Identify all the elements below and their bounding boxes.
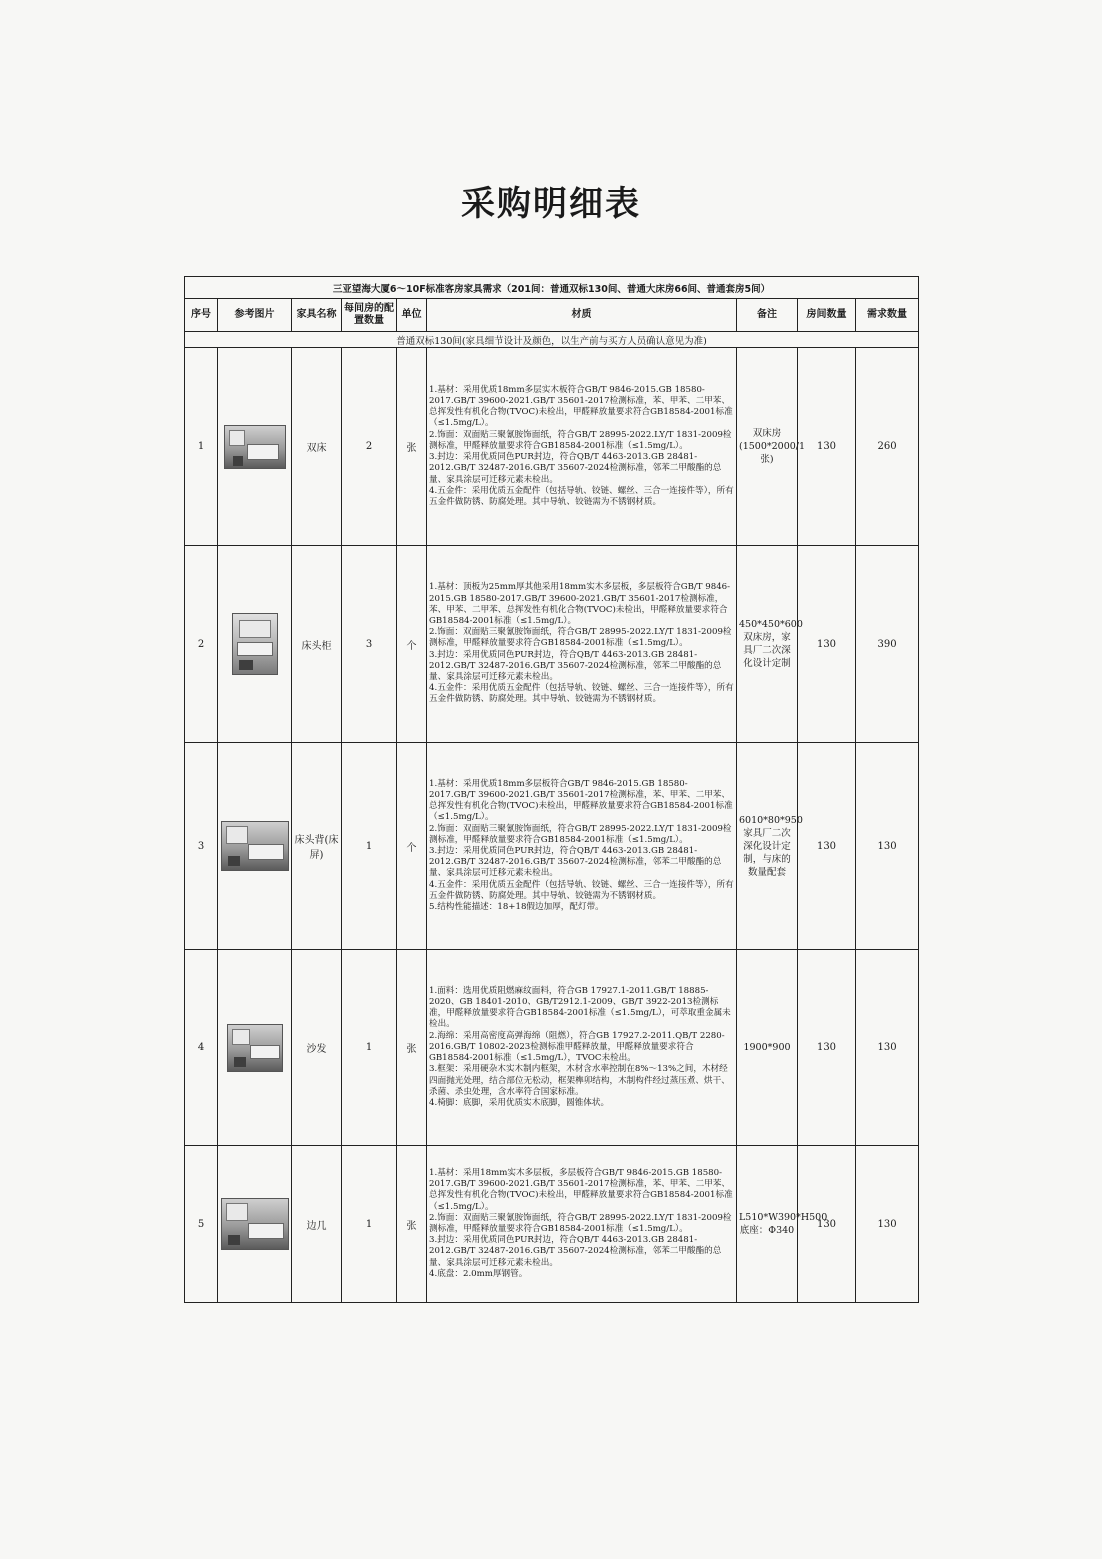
material-line: 3.封边：采用优质同色PUR封边，符合QB/T 4463-2013.GB 28481-2012.GB/T 32487-2016.GB/T 35607-2024检测标准，邻苯二甲酸酯的总量、家具涂层可迁移元素未检出。 [429,452,722,485]
header-demand: 需求数量 [856,299,919,332]
material-line: 4.五金件：采用优质五金配件（包括导轨、铰链、螺丝、三合一连接件等），所有五金件做防锈、防腐处理。其中导轨、铰链需为不锈钢材质。 [429,879,734,901]
sofa-photo-icon [227,1024,283,1072]
header-remark: 备注 [737,299,798,332]
material-line: 2.海绵：采用高密度高弹海绵（阻燃），符合GB 17927.2-2011.QB/T 2280-2016.GB/T 10802-2023检测标准甲醛释放量，甲醛释放量要求符合GB18584-2001标准（≤1.5mg/L），TVOC未检出。 [429,1030,725,1064]
row-demand: 260 [856,348,919,546]
material-line: 2.饰面：双面贴三聚氰胺饰面纸，符合GB/T 28995-2022.LY/T 1831-2009检测标准，甲醛释放量要求符合GB18584-2001标准（≤1.5mg/L）。 [429,429,732,451]
table-row [185,1146,919,1303]
row-demand: 130 [856,743,919,950]
row-unit: 个 [397,743,427,950]
headboard-photo-icon [221,821,289,871]
header-unit: 单位 [397,299,427,332]
material-line: 3.封边：采用优质同色PUR封边，符合QB/T 4463-2013.GB 28481-2012.GB/T 32487-2016.GB/T 35607-2024检测标准，邻苯二甲酸酯的总量、家具涂层可迁移元素未检出。 [429,846,722,879]
row-per-room: 1 [342,950,397,1146]
side-table-photo-icon [221,1198,289,1250]
header-no: 序号 [185,299,218,332]
table-row [185,348,919,546]
header-rooms: 房间数量 [798,299,856,332]
header-per-room: 每间房的配置数量 [342,299,397,332]
row-material [427,950,737,1146]
header-picture: 参考图片 [218,299,292,332]
room-photo-icon [224,425,286,469]
row-unit: 张 [397,950,427,1146]
row-demand: 130 [856,1146,919,1303]
row-material [427,743,737,950]
nightstand-photo-icon [232,613,278,675]
row-per-room: 3 [342,546,397,743]
material-line: 4.五金件：采用优质五金配件（包括导轨、铰链、螺丝、三合一连接件等），所有五金件做防锈、防腐处理。其中导轨、铰链需为不锈钢材质。 [429,485,734,507]
row-no: 2 [185,546,218,743]
row-picture [218,1146,292,1303]
row-unit: 张 [397,1146,427,1303]
material-line: 1.基材：采用18mm实木多层板，多层板符合GB/T 9846-2015.GB 18580-2017.GB/T 39600-2021.GB/T 35601-2017检测标准，苯、甲苯、二甲苯、总挥发性有机化合物(TVOC)未检出，甲醛释放量要求符合GB18584-2001标准（≤1.5mg/L）。 [429,1167,733,1212]
material-line: 3.封边：采用优质同色PUR封边，符合QB/T 4463-2013.GB 28481-2012.GB/T 32487-2016.GB/T 35607-2024检测标准，邻苯二甲酸酯的总量、家具涂层可迁移元素未检出。 [429,649,722,682]
row-demand: 390 [856,546,919,743]
row-picture [218,743,292,950]
row-rooms: 130 [798,950,856,1146]
row-picture [218,546,292,743]
row-picture [218,950,292,1146]
table-row [185,950,919,1146]
row-rooms: 130 [798,743,856,950]
row-per-room: 1 [342,743,397,950]
row-no: 4 [185,950,218,1146]
material-line: 2.饰面：双面贴三聚氰胺饰面纸，符合GB/T 28995-2022.LY/T 1831-2009检测标准，甲醛释放量要求符合GB18584-2001标准（≤1.5mg/L）。 [429,1212,732,1234]
row-rooms: 130 [798,1146,856,1303]
row-material [427,348,737,546]
material-line: 2.饰面：双面贴三聚氰胺饰面纸，符合GB/T 28995-2022.LY/T 1831-2009检测标准，甲醛释放量要求符合GB18584-2001标准（≤1.5mg/L）。 [429,823,732,845]
material-line: 4.椅脚：底脚，采用优质实木底脚，圆锥体状。 [429,1097,610,1108]
header-name: 家具名称 [292,299,342,332]
material-line: 5.结构性能描述：18+18假边加厚，配灯带。 [429,902,604,913]
row-no: 1 [185,348,218,546]
material-line: 1.基材：采用优质18mm多层实木板符合GB/T 9846-2015.GB 18580-2017.GB/T 39600-2021.GB/T 35601-2017检测标准，苯、甲苯、二甲苯、总挥发性有机化合物(TVOC)未检出，甲醛释放量要求符合GB18584-2001标准（≤1.5mg/L）。 [429,384,733,429]
row-remark: 6010*80*950家具厂二次深化设计定制，与床的数量配套 [737,743,798,950]
row-rooms: 130 [798,546,856,743]
material-line: 1.基材：采用优质18mm多层板符合GB/T 9846-2015.GB 18580-2017.GB/T 39600-2021.GB/T 35601-2017检测标准，苯、甲苯、二甲苯、总挥发性有机化合物(TVOC)未检出，甲醛释放量要求符合GB18584-2001标准（≤1.5mg/L）。 [429,778,733,823]
row-picture [218,348,292,546]
material-line: 3.封边：采用优质同色PUR封边，符合QB/T 4463-2013.GB 28481-2012.GB/T 32487-2016.GB/T 35607-2024检测标准，邻苯二甲酸酯的总量、家具涂层可迁移元素未检出。 [429,1235,722,1268]
row-remark: 双床房(1500*2000/1张) [737,348,798,546]
row-name: 床头柜 [292,546,342,743]
row-remark: 450*450*600双床房，家具厂二次深化设计定制 [737,546,798,743]
table-row [185,546,919,743]
material-line: 2.饰面：双面贴三聚氰胺饰面纸，符合GB/T 28995-2022.LY/T 1831-2009检测标准，甲醛释放量要求符合GB18584-2001标准（≤1.5mg/L）。 [429,627,732,649]
row-name: 床头背(床屏) [292,743,342,950]
procurement-table [184,276,919,1303]
row-name: 沙发 [292,950,342,1146]
header-material: 材质 [427,299,737,332]
row-name: 边几 [292,1146,342,1303]
table-caption: 三亚望海大厦6～10F标准客房家具需求（201间：普通双标130间、普通大床房66间、普通套房5间） [185,277,919,299]
material-line: 1.面料：选用优质阻燃麻纹面料，符合GB 17927.1-2011.GB/T 18885-2020、GB 18401-2010、GB/T2912.1-2009、GB/T 3922-2013检测标准，甲醛释放量要求符合GB18584-2001标准（≤1.5mg/L），可萃取重金属未检出。 [429,985,731,1030]
row-material [427,1146,737,1303]
row-rooms: 130 [798,348,856,546]
header-row [185,299,919,332]
table-row [185,743,919,950]
material-line: 3.框架：采用硬杂木实木制内框架，木材含水率控制在8%～13%之间，木材经四面抛光处理，结合部位无松动，框架榫卯结构，木制构件经过蒸压煮、烘干、杀菌、杀虫处理，含水率符合国家标准。 [429,1064,730,1097]
row-per-room: 1 [342,1146,397,1303]
material-line: 4.五金件：采用优质五金配件（包括导轨、铰链、螺丝、三合一连接件等），所有五金件做防锈、防腐处理。其中导轨、铰链需为不锈钢材质。 [429,683,734,705]
row-no: 3 [185,743,218,950]
row-name: 双床 [292,348,342,546]
material-line: 4.底盘：2.0mm厚钢管。 [429,1268,528,1279]
row-remark: L510*W390*H500底座：Φ340 [737,1146,798,1303]
page-title: 采购明细表 [461,184,641,224]
row-per-room: 2 [342,348,397,546]
material-line: 1.基材：顶板为25mm厚其他采用18mm实木多层板，多层板符合GB/T 9846-2015.GB 18580-2017.GB/T 39600-2021.GB/T 35601-2017检测标准，苯、甲苯、二甲苯、总挥发性有机化合物(TVOC)未检出，甲醛释放量要求符合GB18584-2001标准（≤1.5mg/L）。 [429,582,731,626]
section-label: 普通双标130间(家具细节设计及颜色，以生产前与买方人员确认意见为准) [185,332,919,348]
row-demand: 130 [856,950,919,1146]
row-unit: 个 [397,546,427,743]
row-material [427,546,737,743]
row-no: 5 [185,1146,218,1303]
row-unit: 张 [397,348,427,546]
row-remark: 1900*900 [737,950,798,1146]
